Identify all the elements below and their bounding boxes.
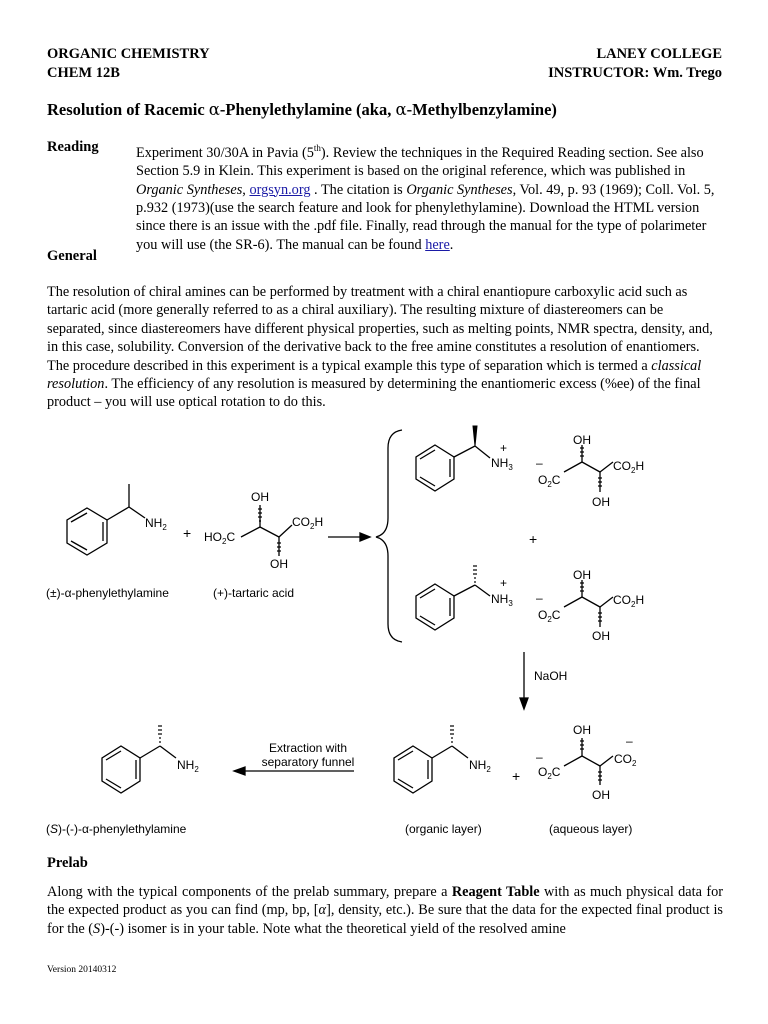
hydroxyl-group: OH — [573, 723, 591, 737]
charge-minus: – — [536, 456, 543, 470]
college-header — [548, 45, 722, 83]
plus-sign: + — [183, 525, 192, 541]
hydroxyl-group: OH — [592, 629, 610, 643]
charge-minus: – — [536, 750, 543, 764]
general-heading: General — [47, 248, 97, 264]
ammonium-group: $NH_3$ — [491, 456, 513, 472]
charge-minus: – — [626, 734, 633, 748]
stereo-descriptor: S — [93, 920, 101, 937]
alpha-symbol: α — [208, 100, 220, 119]
journal-name: Organic Syntheses — [406, 181, 513, 198]
charge-minus: – — [536, 591, 543, 605]
racemic-amine-label: (±)-α-phenylethylamine — [46, 586, 169, 600]
amine-group: $NH_2$ — [177, 758, 199, 774]
amine-group: $NH_2$ — [469, 758, 491, 774]
reading-text: ). Review the techniques in the Required Reading section. See also Section 5.9 in Klein. This experiment is based on the original reference, which was published in — [136, 144, 704, 180]
reading-paragraph — [136, 139, 726, 254]
hydroxyl-group: OH — [251, 490, 269, 504]
alpha-symbol: α — [318, 902, 327, 919]
organic-layer-label: (organic layer) — [405, 822, 482, 836]
course-header — [47, 45, 210, 83]
carboxylate-group: $O_2C$ — [538, 473, 561, 489]
hydroxyl-group: OH — [592, 788, 610, 802]
reading-text: Experiment 30/30A in Pavia (5 — [136, 144, 314, 161]
journal-name: Organic Syntheses — [136, 181, 243, 198]
college-name: LANEY COLLEGE — [596, 46, 722, 62]
general-text: . The efficiency of any resolution is measured by determining the enantiomeric excess (%ee) of the final product – you will use optical rotation to do this. — [47, 376, 701, 411]
carboxyl-group: $CO_2H$ — [613, 593, 645, 609]
carboxyl-group: $HO_2C$ — [204, 530, 236, 546]
charge-plus: + — [500, 441, 508, 455]
prelab-text: )-(-) isomer is in your table. Note what the theoretical yield of the resolved amine — [100, 920, 566, 937]
version-footer: Version 20140312 — [47, 965, 117, 975]
ammonium-group: $NH_3$ — [491, 592, 513, 608]
hydroxyl-group: OH — [270, 557, 288, 571]
reading-text: . — [449, 236, 454, 253]
bold-term: Reagent Table — [451, 884, 540, 900]
course-number: CHEM 12B — [47, 65, 120, 81]
reading-text: , — [242, 181, 250, 198]
title-text: Resolution of Racemic — [47, 100, 209, 119]
orgsyn-link[interactable]: orgsyn.org — [249, 181, 311, 198]
reaction-scheme — [40, 418, 660, 848]
superscript: th — [313, 143, 321, 153]
tartaric-acid-label: (+)-tartaric acid — [213, 586, 295, 600]
general-paragraph — [47, 283, 723, 412]
aqueous-layer-label: (aqueous layer) — [549, 822, 633, 836]
prelab-text: with as much physical data for the expected product as you can find (mp, bp, [ — [47, 884, 724, 919]
instructor-name: INSTRUCTOR: Wm. Trego — [548, 65, 722, 81]
carboxyl-group: $CO_2H$ — [613, 459, 645, 475]
carboxyl-group: $CO_2H$ — [292, 515, 324, 531]
prelab-text: Along with the typical components of the prelab summary, prepare a — [47, 884, 452, 900]
naoh-label: NaOH — [534, 669, 568, 683]
hydroxyl-group: OH — [573, 433, 591, 447]
alpha-symbol: α — [395, 100, 407, 119]
prelab-paragraph — [47, 883, 723, 938]
prelab-heading: Prelab — [47, 855, 88, 871]
plus-sign: + — [529, 531, 538, 547]
amine-group: $NH_2$ — [145, 516, 167, 532]
hydroxyl-group: OH — [592, 495, 610, 509]
course-name: ORGANIC CHEMISTRY — [47, 46, 210, 62]
general-text: The resolution of chiral amines can be performed by treatment with a chiral enantiopure carboxylic acid such as tartaric acid (more generally referred to as a chiral auxiliary). The resulting mixture of diastereomers can be separated, since diastereomers have different physical properties, such as melting points, NMR spectra, density, and, in this case, solubility. Conversion of the derivative back to the free amine constitutes a resolution of enantiomers. The procedure described in this experiment is a typical example this type of separation which is termed a — [47, 284, 713, 374]
hydroxyl-group: OH — [573, 568, 591, 582]
reading-text: . The citation is — [310, 181, 407, 198]
prelab-text: ], density, etc.). Be sure that the data for the expected final product is for the ( — [47, 902, 723, 937]
reading-text: , Vol. 49, p. 93 (1969); Coll. Vol. 5, p.932 (1973)(use the search feature and look for phenylethylamine). Download the HTML version since there is an issue with the .pdf file. Finally, read through the manual for the type of polarimeter you will use (the SR-6). The manual can be found — [136, 181, 715, 253]
manual-link[interactable]: here — [425, 236, 450, 253]
extraction-label: separatory funnel — [261, 755, 355, 769]
reading-heading: Reading — [47, 139, 99, 155]
product-label: (S)-(-)-α-phenylethylamine — [46, 822, 187, 836]
carboxylate-group: $CO_2$ — [614, 752, 637, 768]
page-title — [47, 100, 557, 120]
italic-term: classical resolution — [47, 357, 702, 393]
plus-sign: + — [512, 768, 521, 784]
title-text: -Methylbenzylamine) — [406, 100, 557, 119]
title-text: -Phenylethylamine (aka, — [219, 100, 396, 119]
charge-plus: + — [500, 576, 508, 590]
bond-lines — [67, 430, 613, 793]
carboxylate-group: $O_2C$ — [538, 608, 561, 624]
carboxylate-group: $O_2C$ — [538, 765, 561, 781]
extraction-label: Extraction with — [268, 741, 348, 755]
